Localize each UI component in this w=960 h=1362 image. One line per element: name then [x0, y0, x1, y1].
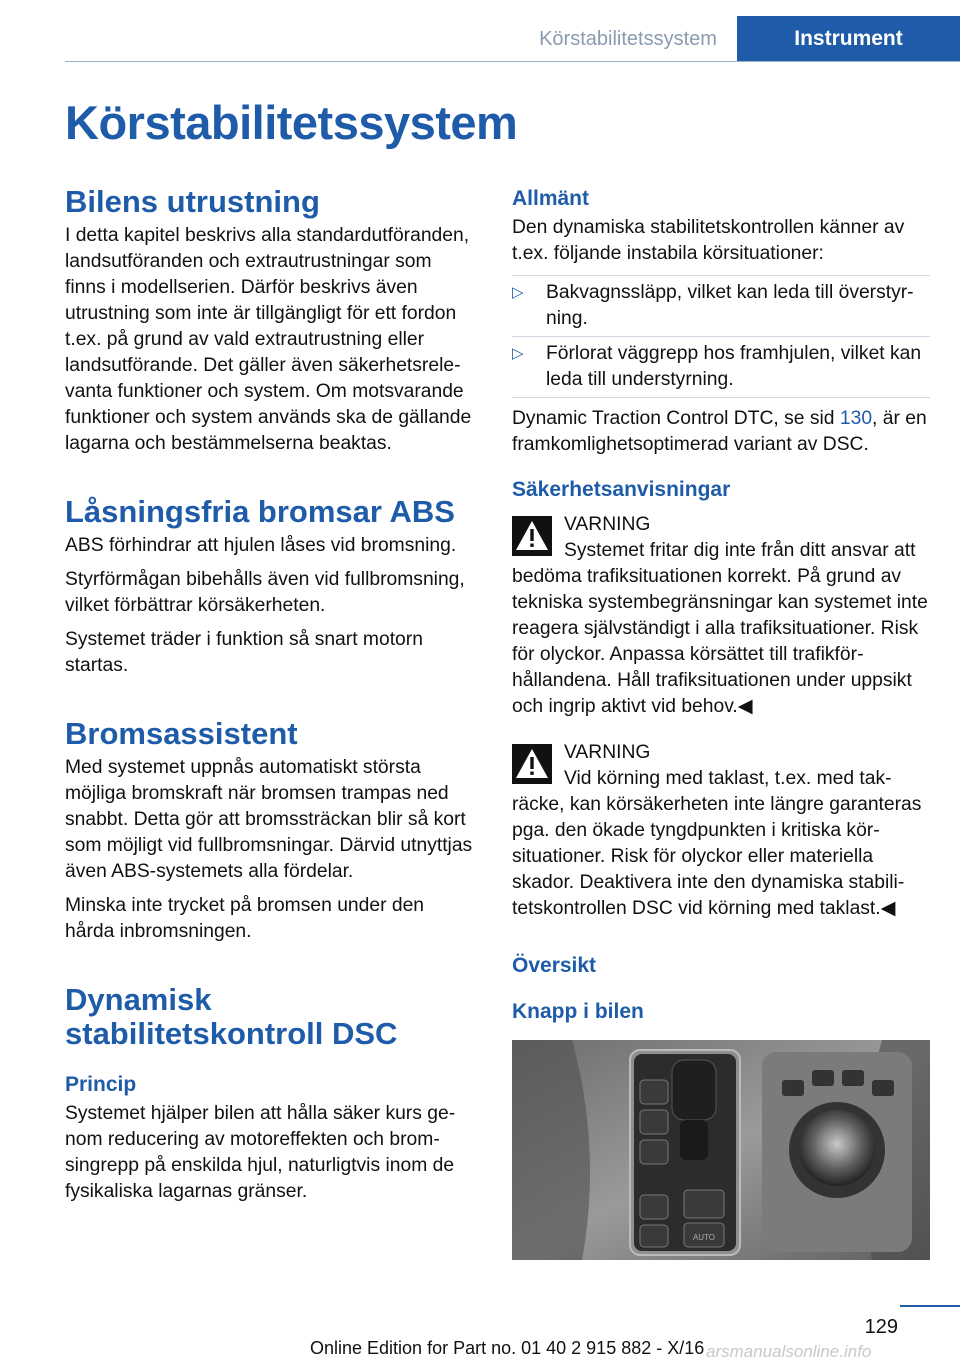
paragraph-general: Den dynamiska stabilitetskontrollen känner av t.ex. följande instabila körsituationer: — [512, 217, 905, 264]
subheading-principle: Princip — [65, 1073, 137, 1096]
page-title: Körstabilitetssystem — [65, 96, 518, 149]
subheading-safety: Säkerhetsanvisningar — [512, 478, 731, 501]
footer-rule — [900, 1305, 960, 1307]
triangle-bullet-icon: ▷ — [512, 284, 524, 301]
warning-box-1 — [512, 512, 930, 720]
bullet-list — [512, 275, 930, 398]
heading-abs: Låsningsfria bromsar ABS — [65, 494, 455, 529]
paragraph-brake-assist-1: Med systemet uppnås automatiskt största möjliga bromskraft när bromsen trampas ned snabbt. Detta gör att bromssträckan blir så kort som möjligt vid fullbromsningar. Därvid utnyttjas även ABS-systemets alla fördelar. — [65, 757, 473, 882]
console-photo — [512, 1040, 930, 1260]
warning-triangle-icon — [512, 516, 552, 556]
subheading-general: Allmänt — [512, 187, 590, 210]
watermark: arsmanualsonline.info — [706, 1342, 872, 1361]
header-section-title: Körstabilitetssystem — [539, 28, 717, 50]
paragraph-brake-assist-2: Minska inte trycket på bromsen under den hårda inbromsningen. — [65, 895, 425, 942]
paragraph-abs-2: Styrförmågan bibehålls även vid fullbromsning, vilket förbättrar körsäkerheten. — [65, 569, 465, 616]
list-item: ▷ Förlorat väggrepp hos framhjulen, vilket kan leda till understyrning. — [512, 336, 930, 398]
header-rule — [65, 61, 960, 62]
warning-text-2: Vid körning med taklast, t.ex. med takräcke, kan körsäkerheten inte längre garanteras pga. den ökade tyngdpunkten i kritiska körsituationer. Risk för olyckor eller materiella skador. Deaktivera inte den dynamiska stabilitetskontrollen DSC vid körning med taklast.◀ — [512, 768, 922, 919]
warning-text-1: Systemet fritar dig inte från ditt ansvar att bedöma trafiksituationen korrekt. På grund av tekniska systembegränsningar kan systemet inte reagera självständigt i alla trafiksituationer. Risk för olyckor. Anpassa körsättet till trafikförhållandena. Håll trafiksituationen under uppsikt och ingrip aktivt vid behov.◀ — [512, 540, 928, 717]
page-link[interactable]: 130 — [839, 408, 873, 429]
warning-box-2 — [512, 740, 930, 922]
footer-edition: Online Edition for Part no. 01 40 2 915 882 - X/16 — [310, 1338, 705, 1358]
warning-label-2: VARNING — [564, 742, 651, 763]
paragraph-abs-1: ABS förhindrar att hjulen låses vid bromsning. — [65, 535, 457, 556]
warning-label-1: VARNING — [564, 514, 651, 535]
paragraph-abs-3: Systemet träder i funktion så snart motorn startas. — [65, 629, 423, 676]
paragraph-principle: Systemet hjälper bilen att hålla säker kurs genom reducering av motoreffekten och bromsingrepp på enskilda hjul, naturligtvis inom de fysikaliska lagarnas gränser. — [65, 1103, 456, 1202]
right-column — [512, 185, 930, 1265]
warning-triangle-icon — [512, 744, 552, 784]
paragraph-equipment: I detta kapitel beskrivs alla standardutföranden, landsutföranden och extrautrustningar som finns i modellserien. Därför beskrivs även utrustning som inte är tillgängligt för ett fordon t.ex. på grund av vald extrautrustning eller landsutförande. Det gäller även säkerhetsrelevanta funktioner och system. Om motsvarande funktioner och system används ska de gällande lagarna och bestämmelserna beaktas. — [65, 225, 472, 454]
list-item: ▷ Bakvagnssläpp, vilket kan leda till överstyrning. — [512, 275, 930, 336]
left-column — [65, 185, 477, 1213]
triangle-bullet-icon: ▷ — [512, 345, 524, 362]
heading-dsc: Dynamisk stabilitetskontroll DSC — [65, 982, 398, 1051]
paragraph-dtc: Dynamic Traction Control DTC, se sid 130, är en framkomlighetsoptimerad variant av DSC. — [512, 408, 927, 455]
photo-auto-label: AUTO — [692, 1233, 716, 1242]
running-header — [0, 0, 960, 62]
subheading-overview: Översikt — [512, 954, 597, 977]
header-chapter-tab[interactable]: Instrument — [737, 16, 960, 62]
heading-equipment: Bilens utrustning — [65, 184, 320, 219]
heading-brake-assist: Bromsassistent — [65, 716, 298, 751]
subheading-button-in-car: Knapp i bilen — [512, 1000, 644, 1023]
page-number: 129 — [864, 1316, 898, 1338]
